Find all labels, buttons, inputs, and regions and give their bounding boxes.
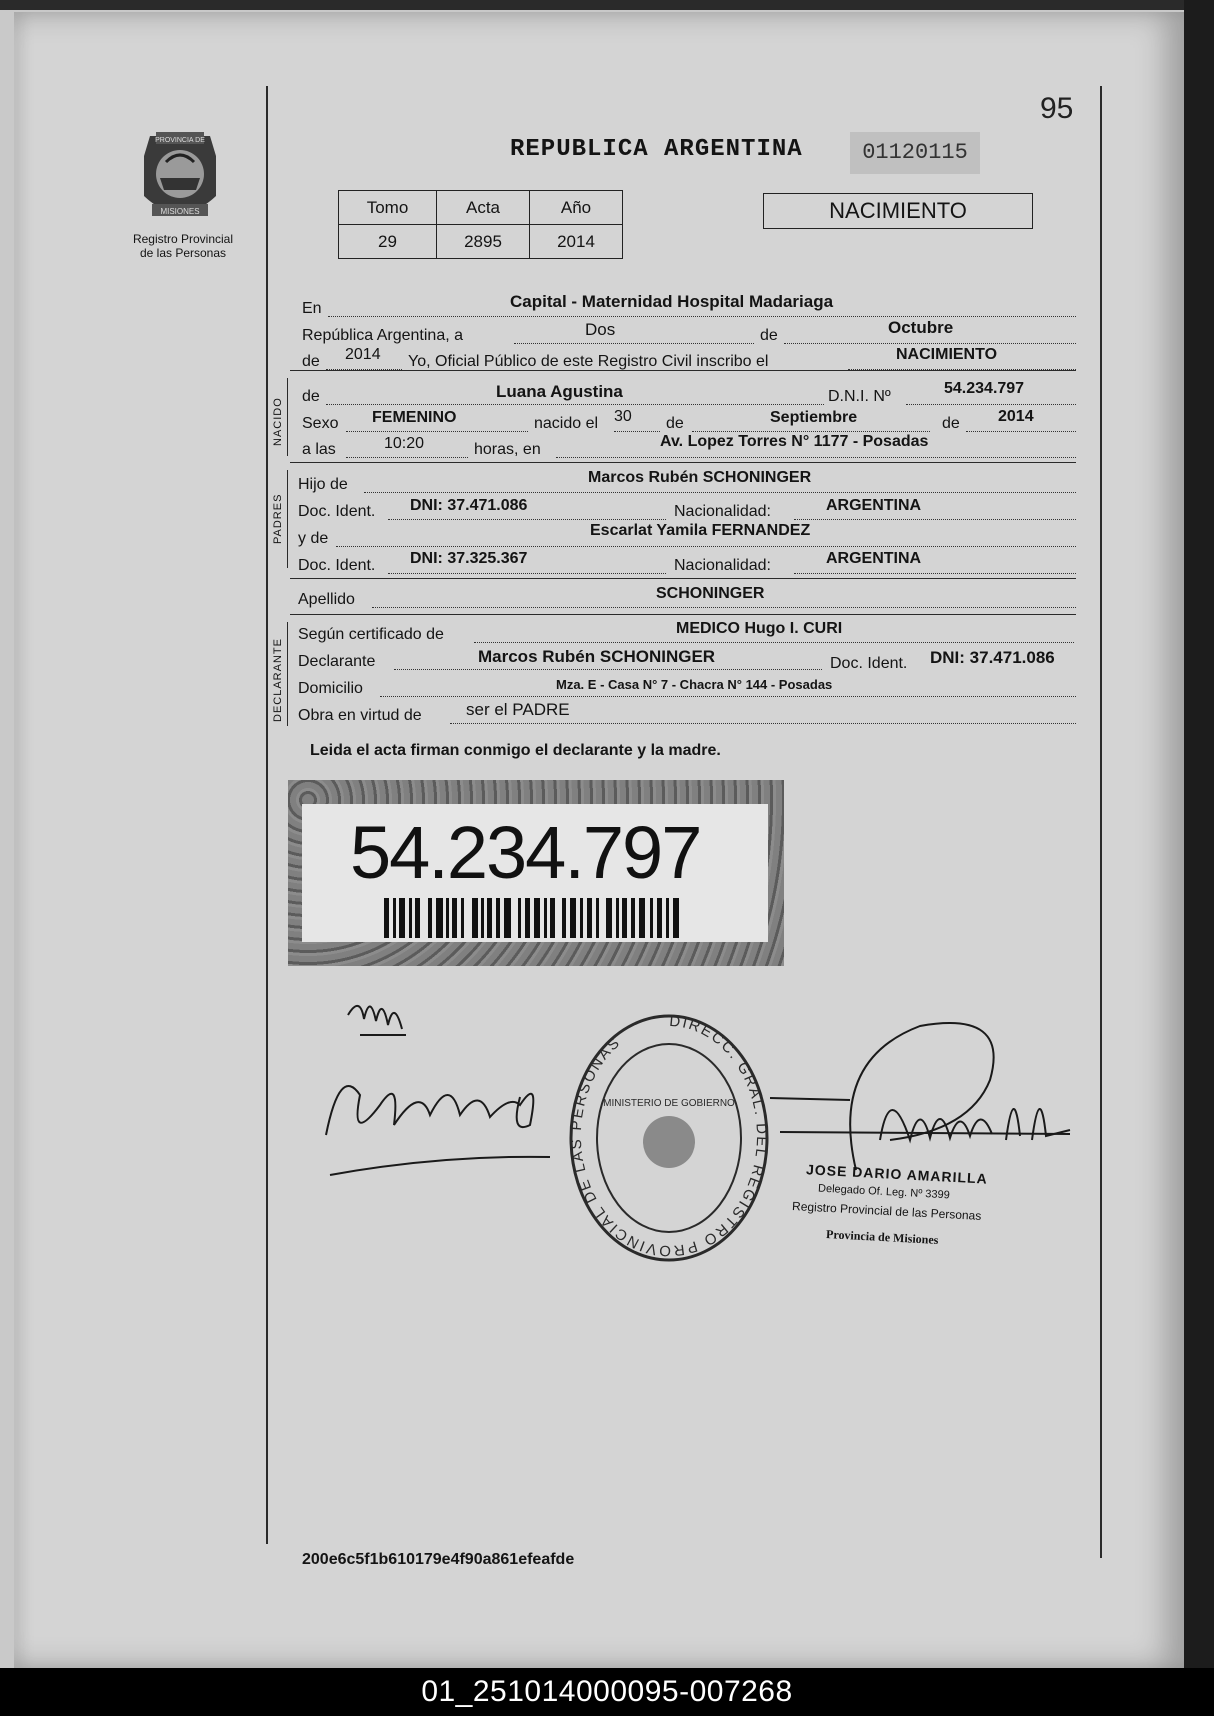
image-footer-caption: 01_251014000095-007268 (0, 1668, 1214, 1716)
de2-label: de (666, 415, 684, 432)
father-nat-value: ARGENTINA (826, 497, 922, 514)
padres-bracket (287, 470, 288, 568)
dots-row8b (794, 519, 1076, 520)
dots-row8a (388, 519, 666, 520)
label-declarante: DECLARANTE (272, 638, 284, 722)
name-value: Luana Agustina (496, 382, 623, 401)
dots-row5d (966, 431, 1076, 432)
alas-label: a las (302, 441, 336, 458)
value-acta: 2895 (437, 225, 530, 259)
mother-doc-label: Doc. Ident. (298, 557, 376, 574)
surname-value: SCHONINGER (656, 585, 765, 602)
father-value: Marcos Rubén SCHONINGER (588, 469, 812, 486)
left-margin-line (266, 86, 268, 1544)
yde-label: y de (298, 530, 329, 547)
initials-scribble (348, 1006, 406, 1035)
dots-row11 (372, 607, 1076, 608)
month-value: Octubre (888, 318, 954, 337)
header-acta: Acta (437, 191, 530, 225)
label-padres: PADRES (272, 493, 284, 544)
right-margin-line (1100, 86, 1102, 1558)
nacido-bracket (287, 378, 288, 456)
year-prefix-label: de (302, 353, 320, 370)
label-nacido: NACIDO (272, 397, 284, 446)
dots-row4a (326, 404, 824, 405)
father-doc-label: Doc. Ident. (298, 503, 376, 520)
official-registry: Registro Provincial de las Personas (791, 1199, 982, 1223)
official-text: Yo, Oficial Público de este Registro Civil inscribo el (408, 353, 769, 370)
dots-row14 (380, 696, 1076, 697)
father-doc-value: DNI: 37.471.086 (410, 497, 528, 514)
record-table-header-row (339, 191, 623, 225)
document-hash: 200e6c5f1b610179e4f90a861efeafde (302, 1551, 575, 1568)
closing-text: Leida el acta firman conmigo el declarante y la madre. (310, 742, 721, 759)
day-value: Dos (585, 320, 616, 339)
dots-row9 (336, 546, 1076, 547)
seal-ring-text: DIRECC. GRAL. DEL REGISTRO PROVINCIAL DE LAS PERSONAS (567, 1012, 771, 1260)
logo-bottom-text: MISIONES (160, 207, 200, 216)
hijo-label: Hijo de (298, 476, 348, 493)
de3-label: de (942, 415, 960, 432)
sex-value: FEMENINO (372, 409, 457, 426)
sexo-label: Sexo (302, 415, 339, 432)
record-table (338, 190, 623, 259)
dots-row6a (346, 457, 468, 458)
declarant-value: Marcos Rubén SCHONINGER (478, 647, 716, 666)
dots-row5a (346, 431, 528, 432)
mother-value: Escarlat Yamila FERNANDEZ (590, 522, 811, 539)
signature-scribble (326, 1086, 533, 1135)
en-label: En (302, 300, 322, 317)
birth-year-value: 2014 (998, 408, 1034, 425)
signature-loop (850, 1023, 993, 1170)
dots-row12 (474, 642, 1074, 643)
year-value: 2014 (345, 346, 381, 363)
father-nac-label: Nacionalidad: (674, 503, 771, 520)
declarante-bracket (287, 622, 288, 726)
declarante-label: Declarante (298, 653, 376, 670)
nacido-el-label: nacido el (534, 415, 599, 432)
logo-caption-line2: de las Personas (139, 246, 227, 260)
dots-row15 (450, 723, 1076, 724)
horas-label: horas, en (474, 441, 541, 458)
dots-row7 (364, 492, 1076, 493)
birth-place-value: Av. Lopez Torres N° 1177 - Posadas (660, 433, 929, 450)
logo-caption (118, 232, 248, 260)
barcode-bars (384, 898, 684, 938)
mother-nac-label: Nacionalidad: (674, 557, 771, 574)
official-province: Provincia de Misiones (825, 1227, 939, 1247)
dots-row10a (388, 573, 666, 574)
barcode-number: 54.234.797 (350, 811, 701, 894)
address-value: Mza. E - Casa N° 7 - Chacra N° 144 - Posadas (556, 677, 833, 692)
signature-underline (330, 1157, 550, 1175)
apellido-label: Apellido (298, 591, 355, 608)
signature-line (780, 1132, 1070, 1134)
nombre-label: de (302, 388, 320, 405)
value-ano: 2014 (530, 225, 623, 259)
republica-label: República Argentina, a (302, 327, 463, 344)
obra-label: Obra en virtud de (298, 707, 422, 724)
dots-row13a (394, 669, 822, 670)
dots-row4b (906, 404, 1076, 405)
cert-value: MEDICO Hugo I. CURI (676, 620, 843, 637)
mother-doc-value: DNI: 37.325.367 (410, 550, 528, 567)
page-number: 95 (1040, 92, 1074, 125)
birth-month-value: Septiembre (770, 409, 858, 426)
declarant-doc-label: Doc. Ident. (830, 655, 908, 672)
obra-value: ser el PADRE (466, 700, 570, 719)
dots-row5b (614, 431, 660, 432)
official-name: JOSE DARIO AMARILLA (805, 1161, 989, 1187)
separator-2 (290, 462, 1076, 463)
time-value: 10:20 (384, 435, 425, 452)
declarant-doc-value: DNI: 37.471.086 (930, 648, 1055, 667)
separator-4 (290, 614, 1076, 615)
mother-nat-value: ARGENTINA (826, 550, 922, 567)
header-ano: Año (530, 191, 623, 225)
official-round-seal (564, 1010, 774, 1266)
id-barcode-label (288, 780, 784, 966)
dots-row5c (692, 431, 930, 432)
dots-row1 (328, 316, 1076, 317)
dots-row2a (514, 343, 754, 344)
birth-day-value: 30 (614, 408, 632, 425)
domicilio-label: Domicilio (298, 680, 363, 697)
document-title: REPUBLICA ARGENTINA (510, 136, 803, 163)
record-type-box: NACIMIENTO (763, 193, 1033, 229)
logo-caption-line1: Registro Provincial (132, 232, 234, 246)
official-title: Delegado Of. Leg. Nº 3399 (817, 1182, 951, 1202)
scan-top-edge (0, 0, 1214, 10)
book-spine (1184, 0, 1214, 1668)
barcode-inner-panel (302, 804, 768, 942)
dots-row3b (848, 369, 1076, 370)
value-tomo: 29 (339, 225, 437, 259)
serial-stamp: 01120115 (850, 132, 980, 174)
record-table-value-row (339, 225, 623, 259)
logo-top-text: PROVINCIA DE (155, 137, 205, 144)
separator-3 (290, 578, 1076, 579)
dots-row2b (784, 343, 1076, 344)
dni-label: D.N.I. Nº (828, 388, 891, 405)
dots-row6b (556, 457, 1076, 458)
seal-inner-text: MINISTERIO DE GOBIERNO (603, 1098, 735, 1109)
dni-value: 54.234.797 (944, 380, 1025, 397)
cert-label: Según certificado de (298, 626, 444, 643)
provincial-crest-logo (130, 126, 230, 231)
de-label: de (760, 327, 778, 344)
dots-row3a (326, 369, 402, 370)
event-value: NACIMIENTO (896, 346, 998, 363)
dots-row10b (794, 573, 1076, 574)
header-tomo: Tomo (339, 191, 437, 225)
place-value: Capital - Maternidad Hospital Madariaga (510, 292, 834, 311)
